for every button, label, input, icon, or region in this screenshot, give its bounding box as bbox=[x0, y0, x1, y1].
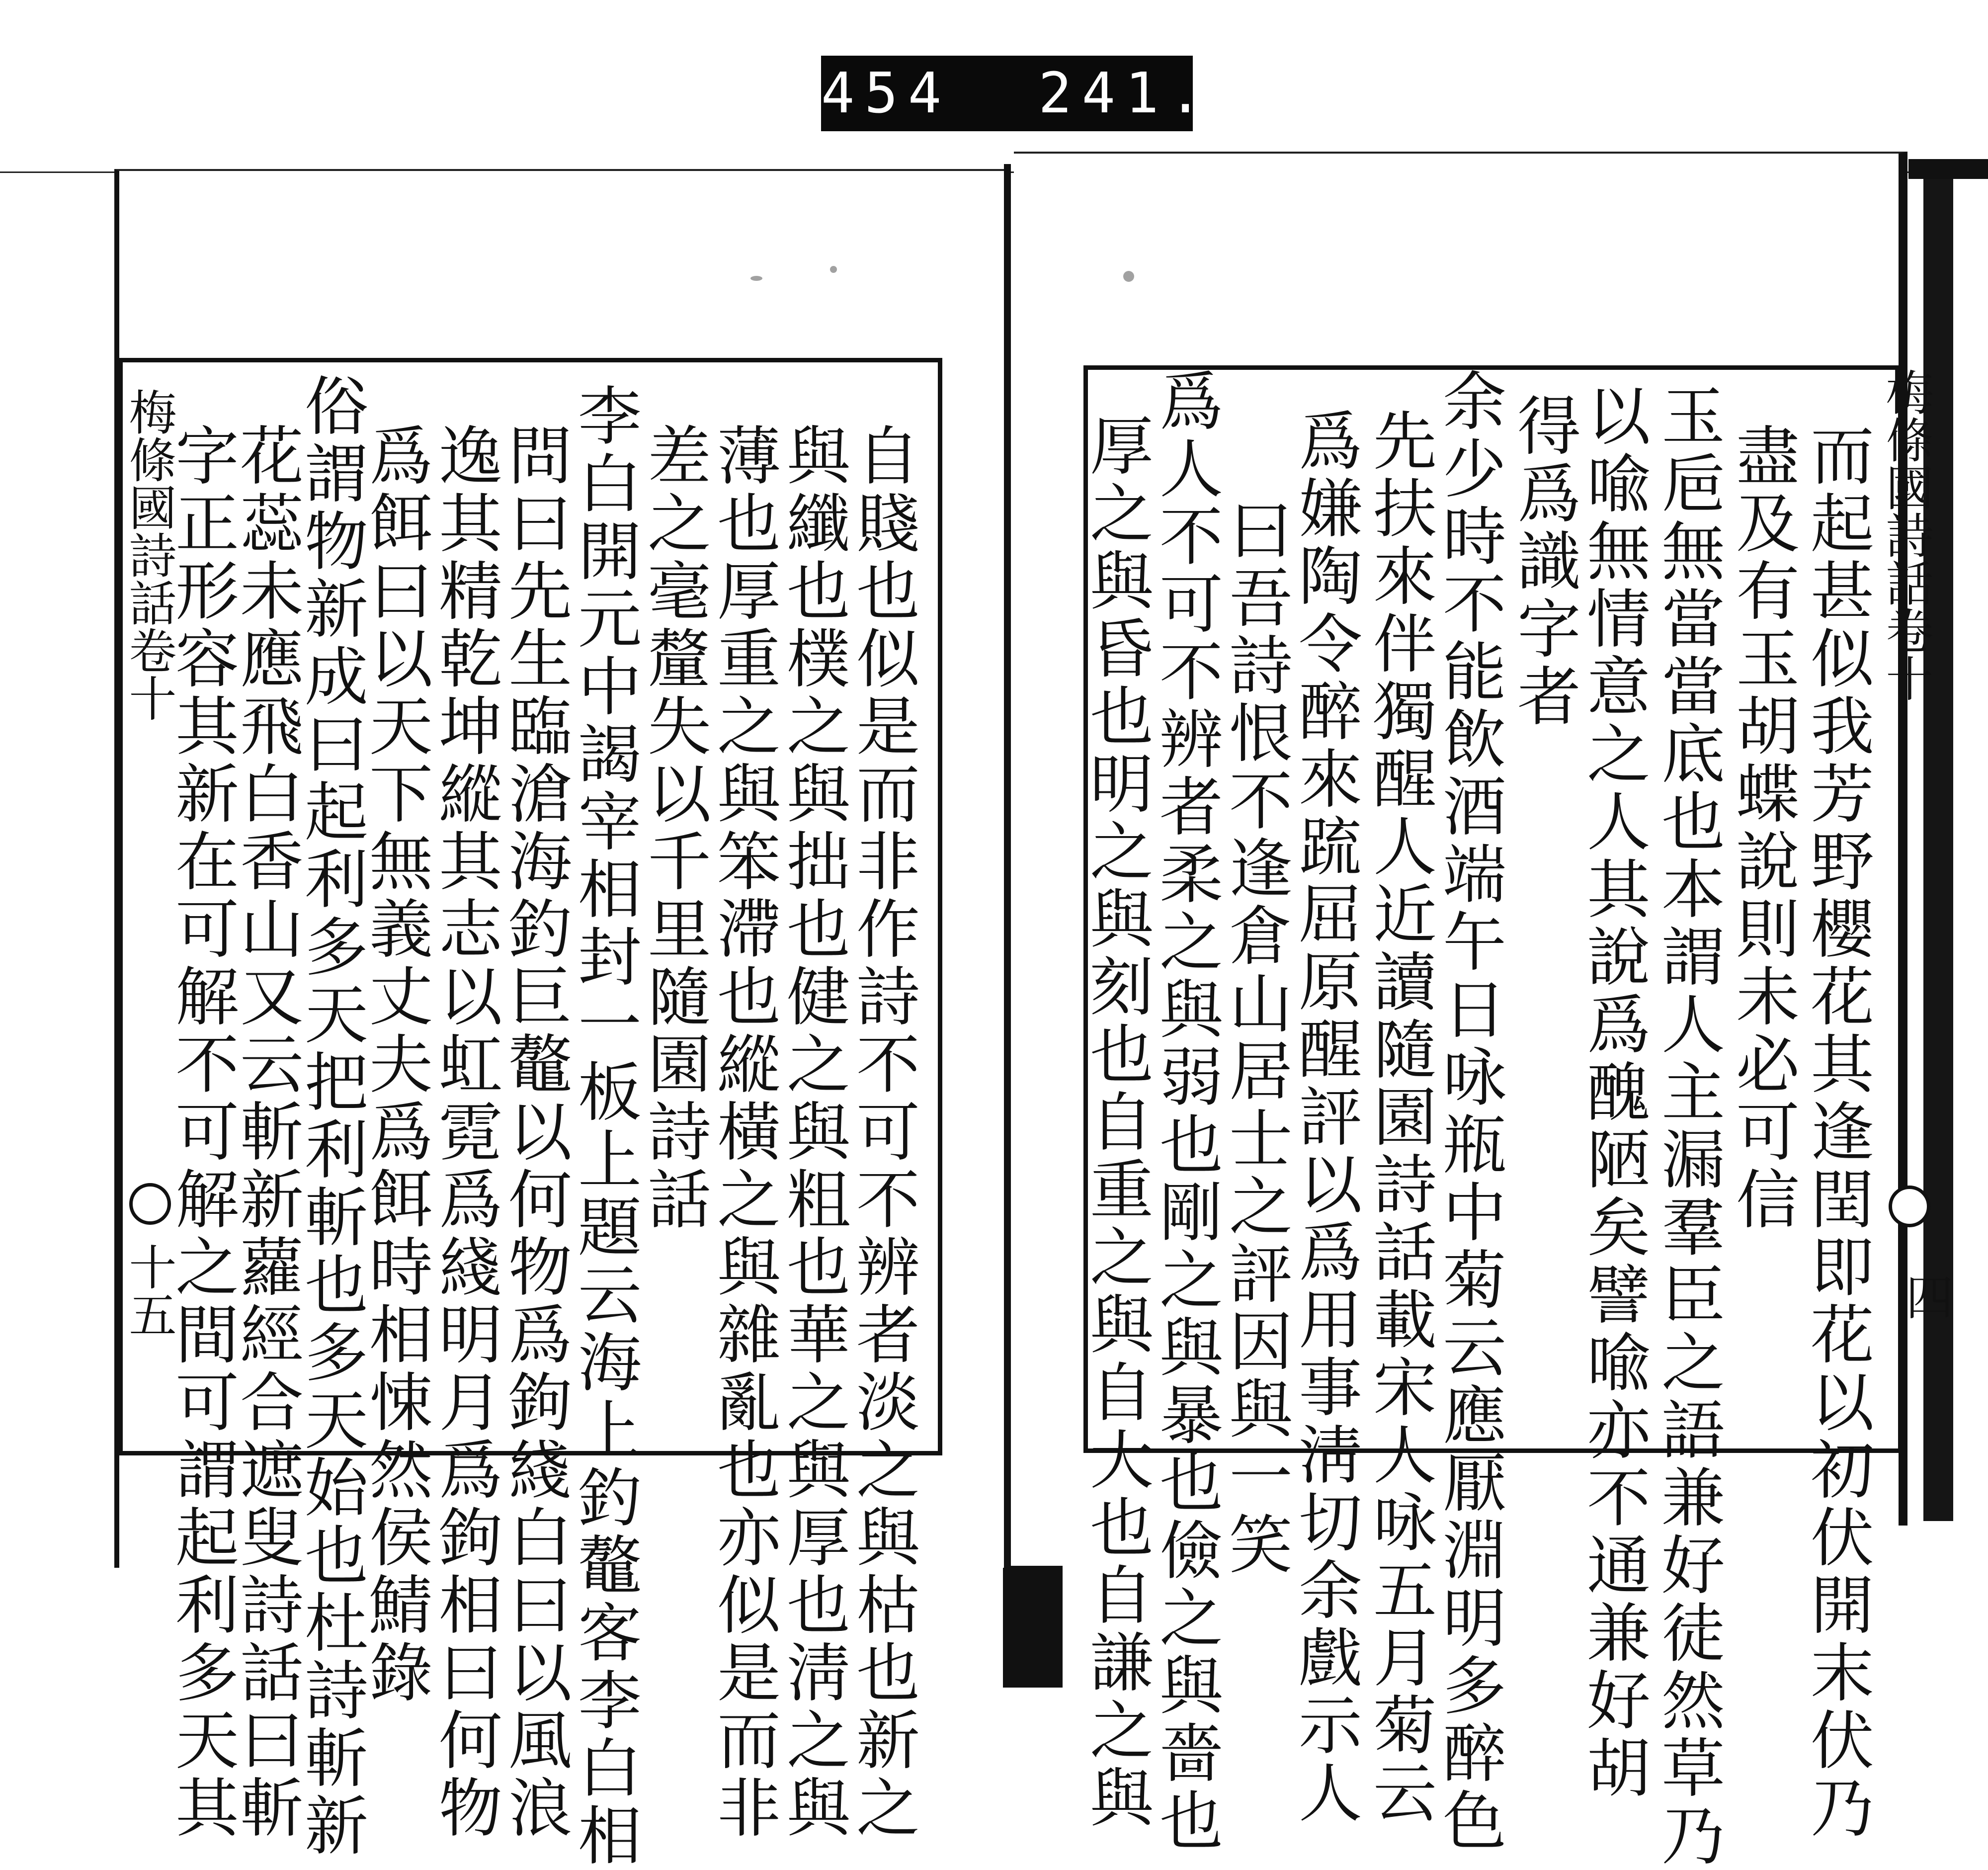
right-column-10: 爲人不可不辨者柔之與弱也剛之與暴也儉之與嗇也 bbox=[1149, 368, 1223, 1855]
left-page-number: 十五 bbox=[121, 1243, 177, 1338]
right-fold-number: 四 bbox=[1898, 1273, 1954, 1320]
scan-speck bbox=[830, 266, 837, 273]
left-column-8: 爲餌曰以天下無義丈夫爲餌時相悚然侯鯖錄 bbox=[358, 423, 432, 1707]
right-column-3: 玉巵無當當底也本謂人主漏羣臣之語兼好徒然草乃 bbox=[1651, 383, 1725, 1870]
scan-speck bbox=[750, 276, 762, 281]
left-column-7: 逸其精乾坤縱其志以虹霓爲綫明月爲鉤相曰何物 bbox=[428, 423, 502, 1842]
right-column-1: 而起甚似我芳野櫻花其逢閏即花以初伏開末伏乃 bbox=[1800, 423, 1874, 1842]
right-column-2: 盡及有玉胡蝶說則未必可信 bbox=[1725, 423, 1799, 1234]
right-column-5: 得爲識字者 bbox=[1506, 393, 1580, 731]
shelf-label: 454 241. bbox=[821, 56, 1193, 131]
left-column-9: 俗謂物新成曰起利多天把利斬也多天始也杜詩斬新 bbox=[294, 373, 368, 1860]
right-column-6: 余少時不能飲酒端午日咏瓶中菊云應厭淵明多醉色 bbox=[1432, 368, 1506, 1855]
right-column-11: 厚之與昏也明之與刻也自重之與自大也自謙之與 bbox=[1079, 413, 1153, 1832]
spine-shadow bbox=[1003, 1566, 1063, 1688]
right-column-8: 爲嫌陶令醉來䟽屈原醒評以爲用事淸切余戲示人 bbox=[1288, 408, 1362, 1827]
right-fish-tail-icon bbox=[1889, 1186, 1930, 1227]
right-column-7: 先扶來伴獨醒人近讀隨園詩話載宋人咏五月菊云 bbox=[1362, 408, 1436, 1827]
right-column-9: 曰吾詩恨不逢倉山居士之評因與一笑 bbox=[1218, 497, 1292, 1579]
left-column-11: 字正形容其新在可解不可解之間可謂起利多天其 bbox=[165, 423, 239, 1842]
left-margin-title: 梅條國詩話卷十 bbox=[121, 388, 177, 722]
left-column-10: 花蕊未應飛白香山又云斬新蘿經合遮叟詩話曰斬 bbox=[229, 423, 303, 1842]
right-margin-header: 梅條國詩話卷十 bbox=[1878, 368, 1934, 702]
right-column-4: 以喩無情意之人其說爲醜陋矣譬喩亦不通兼好胡 bbox=[1576, 383, 1650, 1802]
left-column-4: 差之毫釐失以千里隨園詩話 bbox=[637, 423, 711, 1234]
left-column-6: 問曰先生臨滄海釣巨鼇以何物爲鉤綫白曰以風浪 bbox=[497, 423, 572, 1842]
left-column-1: 自賤也似是而非作詩不可不辨者淡之與枯也新之 bbox=[845, 423, 919, 1842]
scan-speck bbox=[1123, 271, 1134, 282]
left-column-5: 李白開元中謁宰相封一板上題云海上釣鼇客李白相 bbox=[567, 383, 641, 1870]
left-column-2: 與纖也樸之與拙也健之與粗也華之與厚也淸之與 bbox=[776, 423, 850, 1842]
book-spine bbox=[1004, 164, 1011, 1576]
right-page-edge bbox=[1908, 159, 1988, 179]
left-column-3: 薄也厚重之與笨滯也縱橫之與雜亂也亦似是而非 bbox=[706, 423, 780, 1842]
